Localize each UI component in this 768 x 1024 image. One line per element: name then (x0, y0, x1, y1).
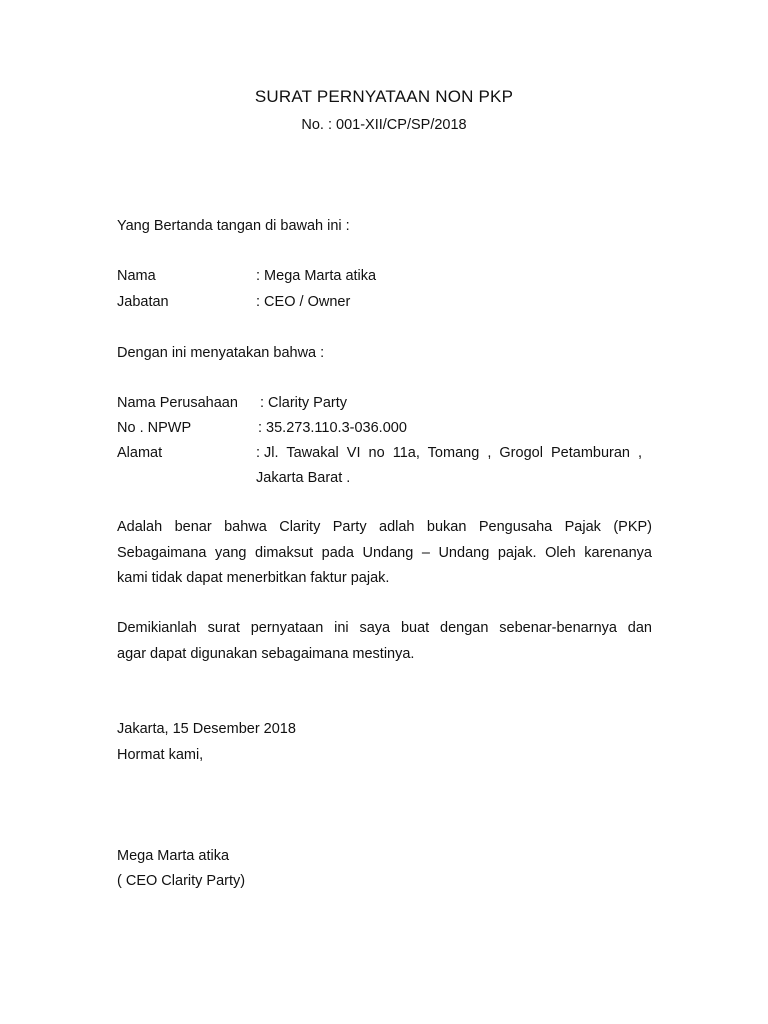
signature-title: ( CEO Clarity Party) (117, 873, 246, 889)
letter-title: SURAT PERNYATAAN NON PKP (254, 87, 514, 106)
intro-text: Yang Bertanda tangan di bawah ini : (117, 218, 350, 234)
letter-number: No. : 001-XII/CP/SP/2018 (301, 117, 467, 133)
signer-position-label: Jabatan (117, 294, 169, 310)
place-date: Jakarta, 15 Desember 2018 (117, 721, 296, 737)
signer-name-value: : Mega Marta atika (256, 268, 377, 284)
paragraph-statement-line1: Adalah benar bahwa Clarity Party adlah bukan Pengusaha Pajak (PKP) (117, 519, 652, 535)
signer-position-value: : CEO / Owner (256, 294, 351, 310)
paragraph-closing-line1: Demikianlah surat pernyataan ini saya buat dengan sebenar-benarnya dan (117, 620, 652, 636)
company-address-label: Alamat (117, 445, 163, 461)
paragraph-statement-line2: Sebagaimana yang dimaksut pada Undang – Undang pajak. Oleh karenanya (117, 544, 652, 561)
signature-name: Mega Marta atika (117, 848, 230, 864)
signer-name-label: Nama (117, 268, 156, 284)
company-address-line1: : Jl. Tawakal VI no 11a, Tomang , Grogol Petamburan , (256, 445, 643, 461)
company-npwp-label: No . NPWP (117, 420, 192, 436)
company-address-line2: Jakarta Barat . (256, 470, 351, 486)
paragraph-closing-line2: agar dapat digunakan sebagaimana mestinya. (117, 645, 415, 662)
statement-intro: Dengan ini menyatakan bahwa : (117, 345, 325, 361)
closing-greeting: Hormat kami, (117, 747, 204, 763)
company-npwp-value: : 35.273.110.3-036.000 (258, 420, 407, 436)
paragraph-statement (117, 515, 652, 592)
paragraph-closing (117, 616, 652, 667)
paragraph-statement-line3: kami tidak dapat menerbitkan faktur pajak. (117, 570, 390, 586)
company-name-value: : Clarity Party (260, 395, 348, 411)
company-name-label: Nama Perusahaan (117, 395, 238, 411)
